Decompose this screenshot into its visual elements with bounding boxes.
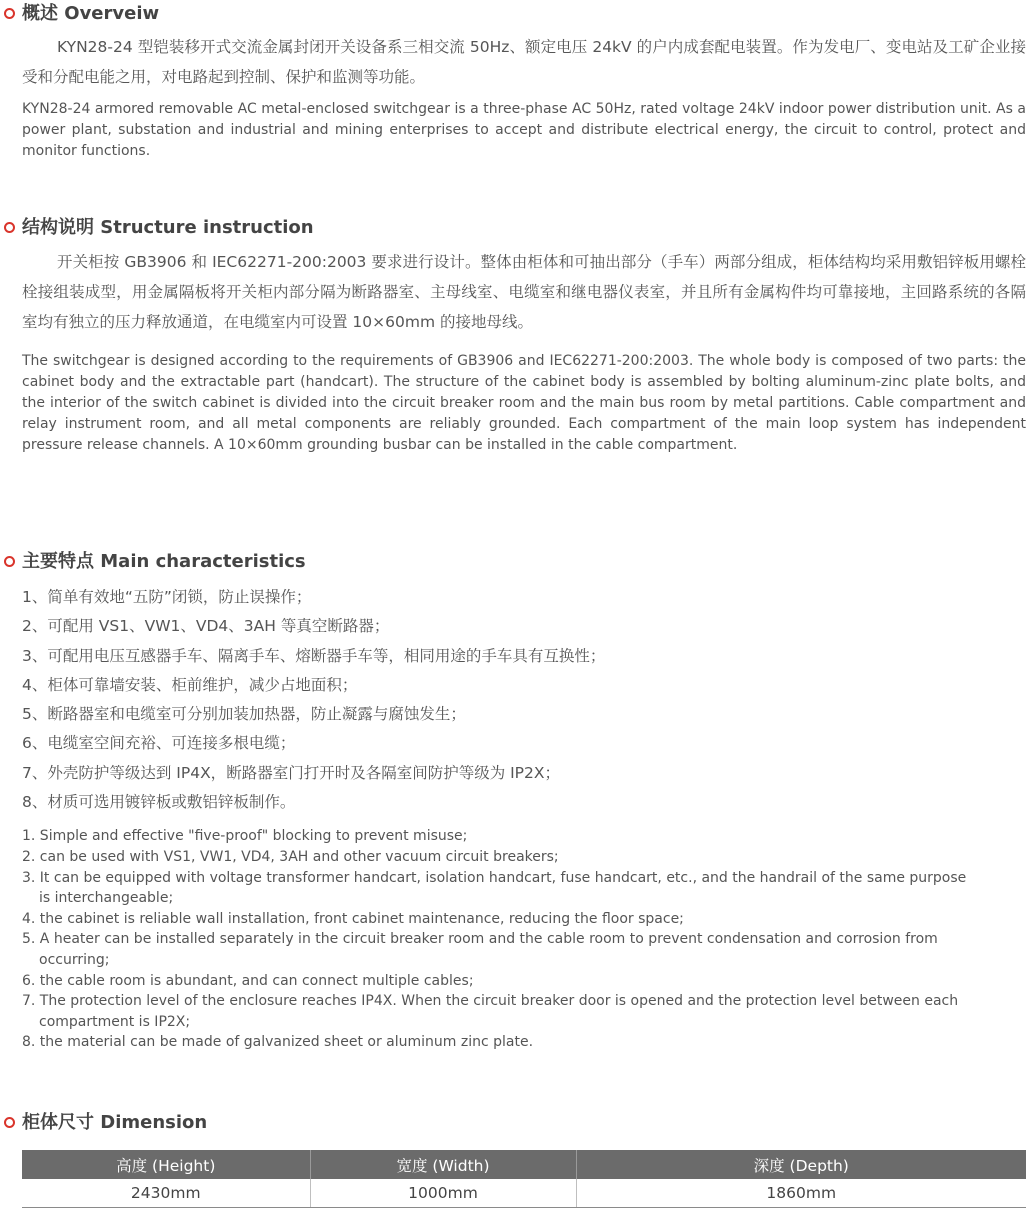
list-item: 1、简单有效地“五防”闭锁，防止误操作； <box>22 588 312 606</box>
overview-en-text: KYN28-24 armored removable AC metal-enclosed switchgear is a three-phase AC 50Hz, rated voltage 24kV indoor power distribution unit. As a power plant, substation and industrial and mining enterprises to accept and distribute electrical energy, the circuit to control, protect and monitor functions. <box>22 101 1026 159</box>
width-value: 1000mm <box>310 1179 576 1208</box>
list-item: 2、可配用 VS1、VW1、VD4、3AH 等真空断路器； <box>22 617 390 636</box>
list-item: 8. the material can be made of galvanized sheet or aluminum zinc plate. <box>22 1034 534 1051</box>
list-item: 4、柜体可靠墙安装、柜前维护，减少占地面积； <box>22 675 358 694</box>
list-item: 6、电缆室空间充裕、可连接多根电缆； <box>22 734 296 753</box>
circle-bullet-icon <box>4 556 15 567</box>
table-header-row <box>22 1150 1026 1179</box>
structure-en-text: The switchgear is designed according to the requirements of GB3906 and IEC62271-200:2003. The whole body is composed of two parts: the cabinet body and the extractable part (handcart). The structure of the cabinet body is assembled by bolting aluminum-zinc plate bolts, and the interior of the switch cabinet is divided into the circuit breaker room and the main bus room by metal partitions. Cable compartment and relay instrument room, and all metal components are reliably grounded. Each compartment of the main loop system has independent pressure release channels. A 10×60mm grounding busbar can be installed in the cable compartment. <box>22 353 1026 453</box>
height-value: 2430mm <box>22 1179 310 1208</box>
dimension-heading-text: 柜体尺寸 Dimension <box>22 1112 208 1133</box>
circle-bullet-icon <box>4 8 15 19</box>
structure-zh-text: 开关柜按 GB3906 和 IEC62271-200:2003 要求进行设计。整体由柜体和可抽出部分（手车）两部分组成，柜体结构均采用敷铝锌板用螺栓栓接组装成型，用金属隔板将开关柜内部分隔为断路器室、主母线室、电缆室和继电器仪表室，并且所有金属构件均可靠接地，主回路系统的各隔室均有独立的压力释放通道，在电缆室内可设置 10×60mm 的接地母线。 <box>22 253 1026 331</box>
structure-section <box>0 214 1032 456</box>
list-item: 3、可配用电压互感器手车、隔离手车、熔断器手车等，相同用途的手车具有互换性； <box>22 646 606 665</box>
characteristics-heading <box>0 548 1032 576</box>
circle-bullet-icon <box>4 1117 15 1128</box>
overview-zh-text: KYN28-24 型铠装移开式交流金属封闭开关设备系三相交流 50Hz、额定电压 24kV 的户内成套配电装置。作为发电厂、变电站及工矿企业接受和分配电能之用，对电路起到控制、保护和监测等功能。 <box>22 38 1026 86</box>
list-item: 2. can be used with VS1, VW1, VD4, 3AH and other vacuum circuit breakers; <box>22 848 559 865</box>
overview-heading <box>0 0 1032 28</box>
characteristics-section <box>0 548 1032 1053</box>
characteristics-heading-text: 主要特点 Main characteristics <box>22 551 306 572</box>
list-item: 3. It can be equipped with voltage transformer handcart, isolation handcart, fuse handcart, etc., and the handrail of the same purpose is interchangeable; <box>22 869 967 907</box>
list-item: 4. the cabinet is reliable wall installation, front cabinet maintenance, reducing the floor space; <box>22 910 684 927</box>
list-item: 5、断路器室和电缆室可分别加装加热器，防止凝露与腐蚀发生； <box>22 705 466 724</box>
depth-header: 深度 (Depth) <box>576 1150 1026 1179</box>
overview-heading-text: 概述 Overveiw <box>22 3 160 24</box>
characteristics-en-list <box>22 826 972 1053</box>
height-header: 高度 (Height) <box>22 1150 310 1179</box>
list-item: 5. A heater can be installed separately in the circuit breaker room and the cable room to prevent condensation and corrosion from occurring; <box>22 931 938 968</box>
circle-bullet-icon <box>4 222 15 233</box>
list-item: 1. Simple and effective "five-proof" blocking to prevent misuse; <box>22 828 468 845</box>
structure-heading-text: 结构说明 Structure instruction <box>22 217 314 238</box>
dimension-table <box>22 1150 1026 1208</box>
characteristics-zh-list <box>22 583 1026 817</box>
overview-section <box>0 0 1032 162</box>
dimension-section <box>0 1109 1032 1137</box>
structure-heading <box>0 214 1032 242</box>
list-item: 7. The protection level of the enclosure reaches IP4X. When the circuit breaker door is opened and the protection level between each compartment is IP2X; <box>22 993 959 1030</box>
list-item: 7、外壳防护等级达到 IP4X，断路器室门打开时及各隔室间防护等级为 IP2X； <box>22 763 561 782</box>
width-header: 宽度 (Width) <box>310 1150 576 1179</box>
dimension-heading <box>0 1109 1032 1137</box>
depth-value: 1860mm <box>576 1179 1026 1208</box>
table-row <box>22 1179 1026 1208</box>
list-item: 6. the cable room is abundant, and can connect multiple cables; <box>22 972 474 989</box>
list-item: 8、材质可选用镀锌板或敷铝锌板制作。 <box>22 793 296 812</box>
